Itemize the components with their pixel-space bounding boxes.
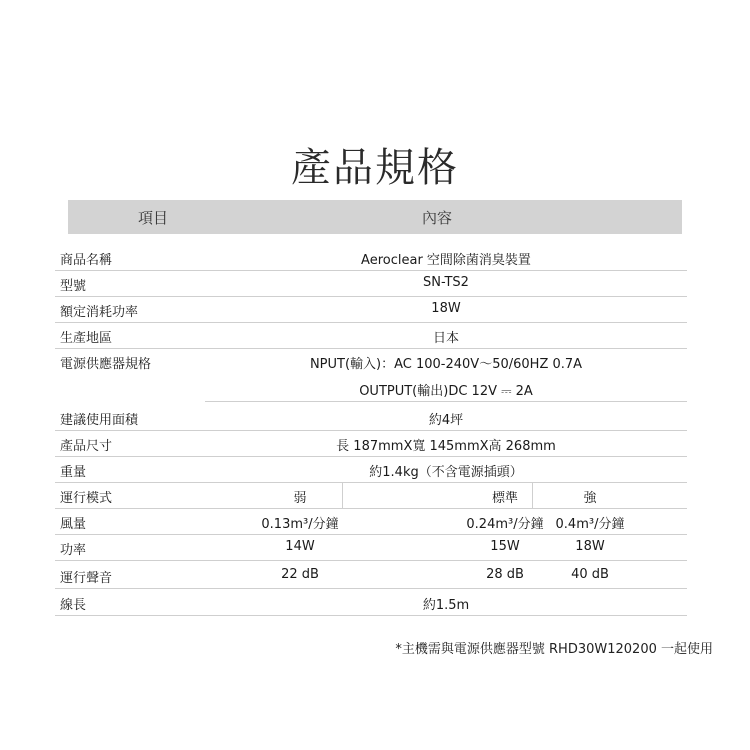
footnote: *主機需與電源供應器型號 RHD30W120200 一起使用 — [395, 642, 713, 657]
row-value: 約1.5m — [422, 598, 470, 613]
header-item: 項目 — [138, 209, 169, 227]
table-row — [55, 431, 687, 457]
power-strong: 18W — [575, 539, 605, 554]
row-label: 功率 — [60, 543, 87, 558]
power-standard: 15W — [490, 539, 520, 554]
table-row — [55, 405, 687, 431]
row-label: 產品尺寸 — [60, 439, 113, 454]
row-value: NPUT(輸入)：AC 100-240V～50/60HZ 0.7A — [309, 357, 583, 372]
table-row — [55, 245, 687, 271]
row-value: 長 187mmX寬 145mmX高 268mm — [336, 439, 556, 454]
mode-strong: 強 — [583, 491, 597, 506]
row-value: Aeroclear 空間除菌消臭裝置 — [361, 253, 531, 268]
column-divider — [532, 483, 533, 508]
row-label: 線長 — [60, 598, 87, 613]
table-row — [55, 457, 687, 483]
table-row — [55, 349, 687, 374]
row-label: 運行模式 — [60, 491, 113, 506]
page-title: 產品規格 — [291, 145, 459, 191]
row-label: 型號 — [60, 279, 87, 294]
table-row — [55, 297, 687, 323]
row-value: 日本 — [432, 331, 459, 346]
row-label: 建議使用面積 — [60, 413, 139, 428]
mode-standard: 標準 — [491, 491, 518, 506]
table-row — [55, 509, 687, 535]
table-row — [55, 535, 687, 561]
table-row — [55, 563, 687, 589]
table-row — [55, 590, 687, 616]
table-row — [55, 483, 687, 509]
row-value: 約1.4kg（不含電源插頭） — [369, 465, 523, 480]
table-row — [55, 323, 687, 349]
row-label: 生產地區 — [60, 331, 113, 346]
mode-weak: 弱 — [293, 491, 307, 506]
row-value: SN-TS2 — [423, 275, 469, 290]
row-label: 商品名稱 — [60, 253, 113, 268]
table-header — [68, 200, 682, 234]
noise-standard: 28 dB — [486, 567, 524, 582]
power-weak: 14W — [285, 539, 315, 554]
airflow-weak: 0.13m³/分鐘 — [261, 517, 339, 532]
column-divider — [342, 483, 343, 508]
noise-strong: 40 dB — [571, 567, 609, 582]
airflow-standard: 0.24m³/分鐘 — [466, 517, 544, 532]
row-label: 電源供應器規格 — [60, 357, 152, 372]
table-row — [55, 271, 687, 297]
noise-weak: 22 dB — [281, 567, 319, 582]
row-value: 18W — [431, 301, 461, 316]
header-content: 內容 — [422, 209, 453, 227]
row-label: 額定消耗功率 — [60, 305, 139, 320]
table-row — [205, 376, 687, 402]
row-value: 約4坪 — [428, 413, 464, 428]
row-label: 風量 — [60, 517, 87, 532]
row-label: 重量 — [60, 465, 87, 480]
airflow-strong: 0.4m³/分鐘 — [555, 517, 625, 532]
row-value: OUTPUT(輸出)DC 12V ⎓ 2A — [359, 384, 533, 399]
row-label: 運行聲音 — [60, 571, 113, 586]
